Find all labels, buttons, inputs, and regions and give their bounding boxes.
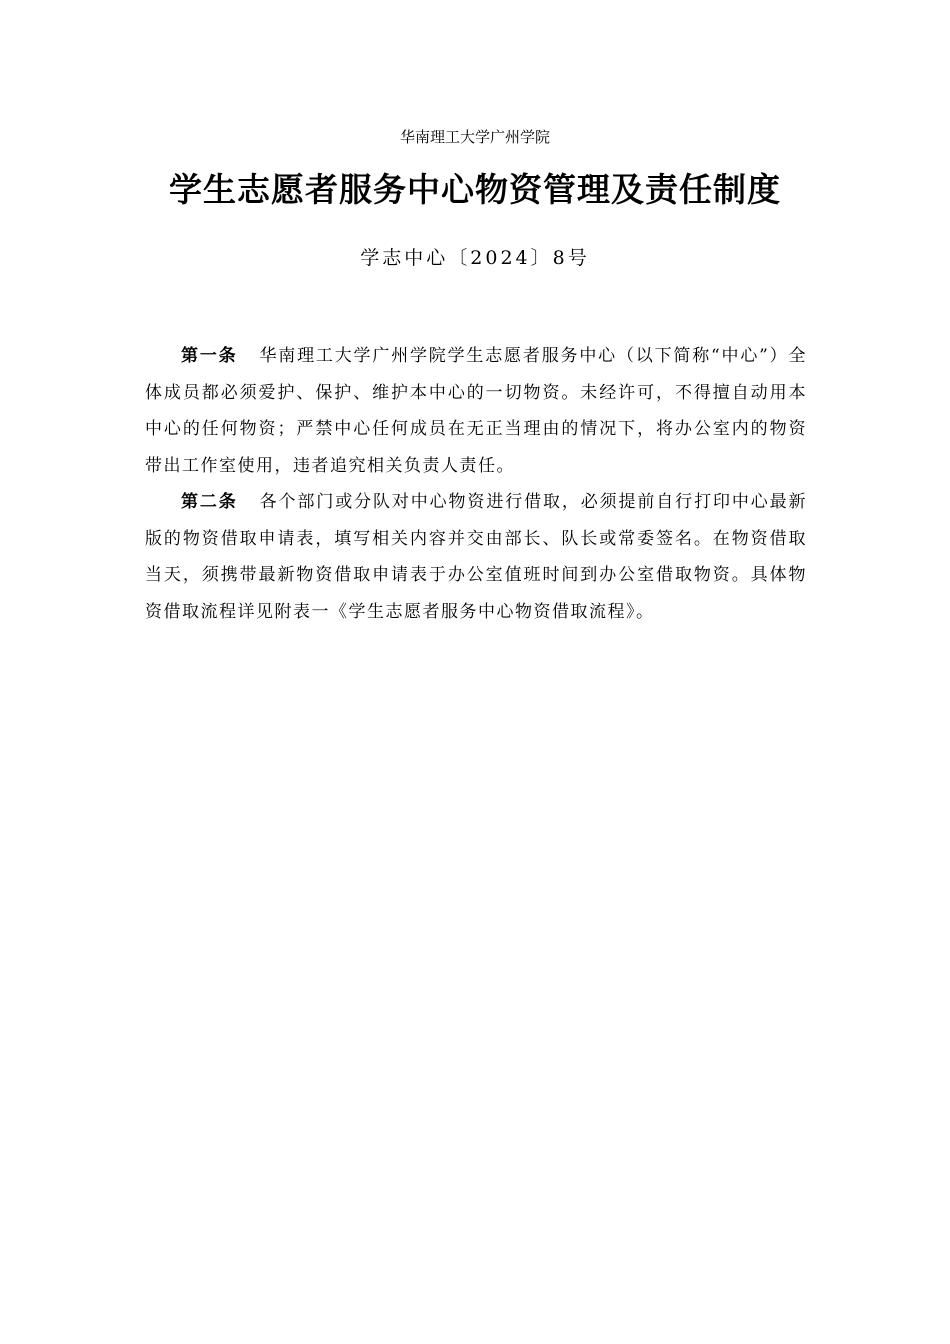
article-2: [145, 484, 807, 630]
document-title: 学生志愿者服务中心物资管理及责任制度: [169, 170, 781, 209]
article-1: [145, 338, 807, 484]
article-1-heading: 第一条: [181, 346, 238, 366]
document-body: [145, 338, 807, 630]
organization-name: 华南理工大学广州学院: [399, 128, 550, 146]
document-number: 学志中心〔2024〕8号: [360, 247, 590, 269]
article-2-text: 各个部门或分队对中心物资进行借取，必须提前自行打印中心最新版的物资借取申请表，填写相关内容并交由部长、队长或常委签名。在物资借取当天，须携带最新物资借取申请表于办公室值班时间到办公室借取物资。具体物资借取流程详见附表一《学生志愿者服务中心物资借取流程》。: [145, 492, 808, 622]
article-1-text: 华南理工大学广州学院学生志愿者服务中心（以下简称“中心”）全体成员都必须爱护、保护、维护本中心的一切物资。未经许可，不得擅自动用本中心的任何物资；严禁中心任何成员在无正当理由的情况下，将办公室内的物资带出工作室使用，违者追究相关负责人责任。: [145, 346, 807, 476]
article-2-heading: 第二条: [181, 492, 238, 512]
